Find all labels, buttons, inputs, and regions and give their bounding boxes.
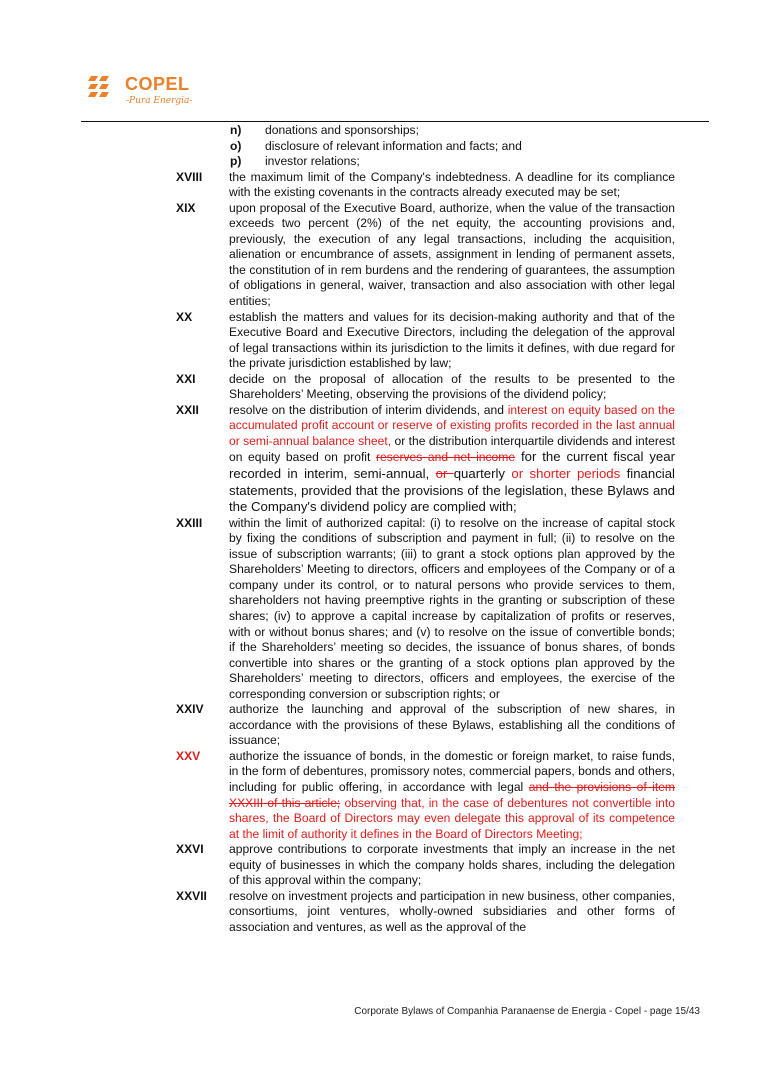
logo-name: COPEL	[125, 74, 190, 94]
item-number: XX	[176, 309, 193, 324]
inserted-text: observing that, in the case of debentures not convertible into shares, the Board of Directors may even delegate this approval of its competence at the limit of authority it defines in the Board of Directors Meeting;	[229, 795, 675, 841]
item-xxv	[0, 749, 767, 842]
item-number: XXVII	[176, 888, 207, 903]
header-divider	[81, 121, 709, 122]
item-number: XIX	[176, 200, 196, 215]
item-number: XXVI	[176, 842, 204, 857]
item-text	[229, 403, 675, 516]
deleted-text: and the provisions of item XXXIII of this article;	[229, 779, 676, 810]
item-number: XXIII	[176, 515, 203, 530]
item-text: upon proposal of the Executive Board, authorize, when the value of the transaction exceeds two percent (2%) of the net equity, the accounting provisions and, previously, the execution of any legal transactions, including the acquisition, alienation or encumbrance of assets, assignment in lending of permanent assets, the constitution of in rem burdens and the rendering of guarantees, the assumption of obligations in general, waiver, transaction and also association with other legal entities;	[229, 200, 675, 309]
text-run: for the current fiscal year recorded in interim, semi-annual,	[229, 449, 675, 482]
deleted-text: reserves and net income	[375, 450, 516, 465]
item-xxii	[0, 403, 767, 516]
item-text: within the limit of authorized capital: (i) to resolve on the increase of capital stock by fixing the conditions of subscription and payment in full; (ii) to resolve on the issue of subscription warrants; (iii) to grant a stock options plan approved by the Shareholders’ Meeting to directors, officers and employees of the Company or of a company under its control, or to natural persons who provide services to them, shareholders not having preemptive rights in the granting or subscription of these shares; (iv) to approve a capital increase by capitalization of profits or reserves, with or without bonus shares; and (v) to resolve on the issue of convertible bonds; if the Shareholders’ meeting so decides, the issuance of bonus shares, of bonds convertible into shares or the granting of a stock options plan approved by the Shareholders’ meeting to directors, officers and employees, the exercise of the corresponding conversion or subscription rights; or	[229, 515, 675, 701]
item-xxvi	[0, 842, 767, 889]
item-text: the maximum limit of the Company's indebtedness. A deadline for its compliance with the existing covenants in the contracts already executed may be set;	[229, 169, 675, 200]
item-xx	[0, 310, 767, 372]
logo-tagline: -Pura Energia-	[126, 96, 193, 106]
text-run: or the distribution interquartile dividends and interest on equity based on profit	[229, 433, 675, 465]
sub-item-text: donations and sponsorships;	[265, 123, 419, 137]
sub-item-text: disclosure of relevant information and facts; and	[265, 138, 522, 153]
inserted-text: or shorter periods	[511, 466, 621, 482]
sub-item-letter: n)	[230, 123, 242, 137]
item-xxvii	[0, 889, 767, 936]
item-number: XVIII	[176, 169, 203, 184]
item-text	[229, 749, 675, 842]
item-number: XXII	[176, 402, 199, 417]
item-text: decide on the proposal of allocation of the results to be presented to the Shareholders’ Meeting, observing the provisions of the dividend policy;	[229, 371, 675, 402]
item-xxiii	[0, 516, 767, 703]
sub-item	[0, 139, 767, 155]
item-text: approve contributions to corporate investments that imply an increase in the net equity of businesses in which the company holds shares, including the delegation of this approval within the company;	[229, 842, 675, 888]
item-xxi	[0, 372, 767, 403]
item-text: authorize the launching and approval of the subscription of new shares, in accordance with the provisions of these Bylaws, establishing all the conditions of issuance;	[229, 702, 675, 748]
document-body	[0, 123, 767, 935]
text-run: resolve on the distribution of interim dividends, and	[229, 402, 508, 417]
item-number: XXI	[176, 371, 196, 386]
sub-item-letter: p)	[230, 154, 242, 169]
item-xxiv	[0, 702, 767, 749]
sub-item	[0, 154, 767, 170]
sub-item	[0, 123, 767, 139]
sub-item-text: investor relations;	[265, 154, 360, 169]
item-text: establish the matters and values for its decision-making authority and that of the Executive Board and Executive Directors, including the delegation of the approval of legal transactions within its jurisdiction to the limits it defines, with due regard for the private jurisdiction established by law;	[229, 309, 675, 371]
item-text: resolve on investment projects and participation in new business, other companies, consortiums, joint ventures, wholly-owned subsidiaries and other forms of association and ventures, as well as the approval of the	[229, 888, 675, 934]
item-xviii	[0, 170, 767, 201]
item-number: XXV	[176, 748, 201, 763]
inserted-text: interest on equity based on the accumulated profit account or reserve of existing profits recorded in the last annual or semi-annual balance sheet,	[229, 402, 675, 448]
item-number: XXIV	[176, 702, 204, 717]
text-run: financial statements, provided that the provisions of the legislation, these Bylaws and the Company's dividend policy are complied with;	[229, 466, 675, 515]
text-run: authorize the issuance of bonds, in the domestic or foreign market, to raise funds, in the form of debentures, promissory notes, commercial papers, bonds and others, including for public offering, in accordance with legal	[229, 748, 675, 794]
page-footer: Corporate Bylaws of Companhia Paranaense de Energia - Copel - page 15/43	[354, 1006, 700, 1017]
item-xix	[0, 201, 767, 310]
text-run: quarterly	[453, 466, 512, 482]
sub-item-letter: o)	[230, 138, 242, 153]
deleted-text: or	[435, 466, 454, 482]
